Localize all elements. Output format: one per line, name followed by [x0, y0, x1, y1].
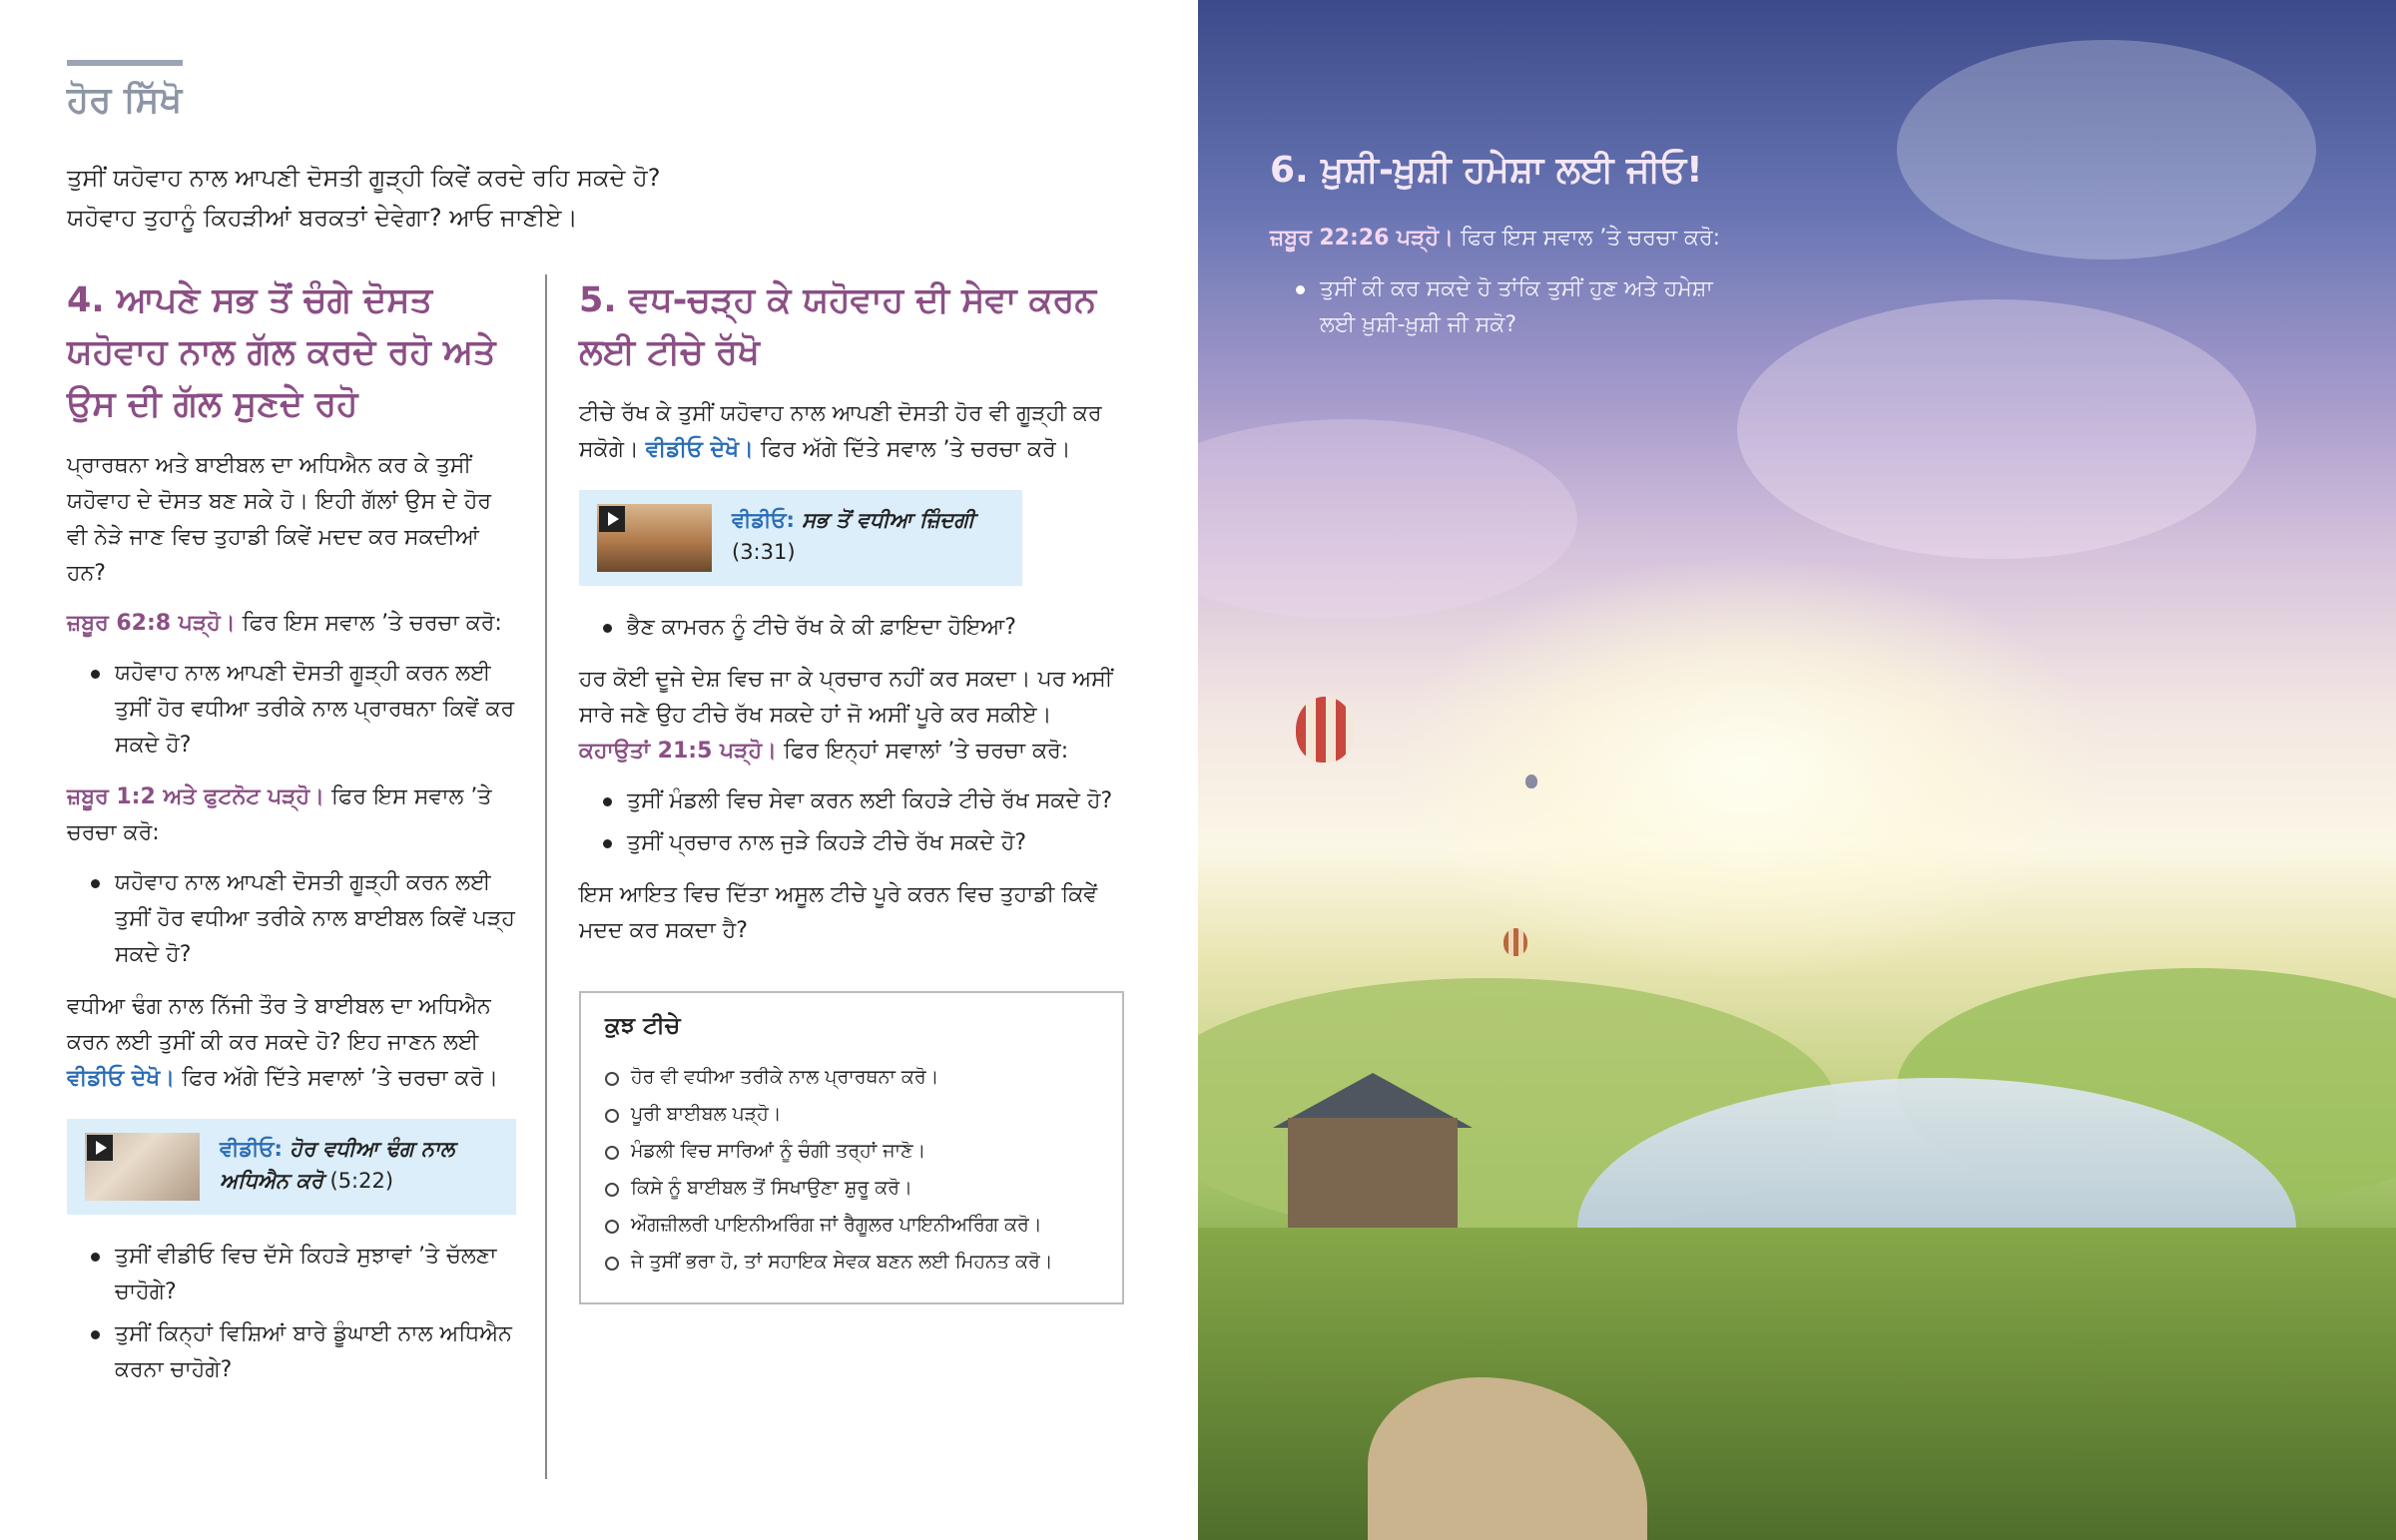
learn-more-heading: ਹੋਰ ਸਿੱਖੋ: [67, 80, 183, 121]
question-item: ਤੁਸੀਂ ਵੀਡੀਓ ਵਿਚ ਦੱਸੇ ਕਿਹੜੇ ਸੁਝਾਵਾਂ ’ਤੇ ਚੱਲਣਾ ਚਾਹੋਗੇ?: [91, 1239, 516, 1310]
section-5-questions-2: [603, 783, 1128, 861]
video-duration: (5:22): [322, 1169, 394, 1193]
video-duration: (3:31): [732, 540, 796, 564]
section-4-questions-1: [91, 656, 516, 764]
scripture-link-psalm-62-8[interactable]: ਜ਼ਬੂਰ 62:8 ਪੜ੍ਹੋ।: [67, 611, 236, 636]
section-5-title: 5. ਵਧ-ਚੜ੍ਹ ਕੇ ਯਹੋਵਾਹ ਦੀ ਸੇਵਾ ਕਰਨ ਲਈ ਟੀਚੇ ਰੱਖੋ: [579, 280, 1097, 372]
para-1-start: ਟੀਚੇ ਰੱਖ ਕੇ ਤੁਸੀਂ ਯਹੋਵਾਹ ਨਾਲ ਆਪਣੀ ਦੋਸਤੀ ਹੋਰ ਵੀ ਗੂੜ੍ਹੀ ਕਰ ਸਕੋਗੇ।: [579, 401, 1102, 462]
video-label[interactable]: ਵੀਡੀਓ:: [732, 508, 795, 532]
play-icon[interactable]: [599, 506, 625, 532]
section-5-para-1: [579, 396, 1128, 468]
read-1-instruction: ਫਿਰ ਇਸ ਸਵਾਲ ’ਤੇ ਚਰਚਾ ਕਰੋ:: [235, 611, 502, 636]
intro-text: [67, 158, 1065, 238]
hot-air-balloon: [1525, 774, 1537, 788]
goal-item: ਕਿਸੇ ਨੂੰ ਬਾਈਬਲ ਤੋਂ ਸਿਖਾਉਣਾ ਸ਼ੁਰੂ ਕਰੋ।: [605, 1170, 1098, 1207]
section-4-questions-3: [91, 1239, 516, 1388]
question-item: ਭੈਣ ਕਾਮਰਨ ਨੂੰ ਟੀਚੇ ਰੱਖ ਕੇ ਕੀ ਫ਼ਾਇਦਾ ਹੋਇਆ?: [603, 610, 1128, 646]
section-4-title: 4. ਆਪਣੇ ਸਭ ਤੋਂ ਚੰਗੇ ਦੋਸਤ ਯਹੋਵਾਹ ਨਾਲ ਗੱਲ ਕਰਦੇ ਰਹੋ ਅਤੇ ਉਸ ਦੀ ਗੱਲ ਸੁਣਦੇ ਰਹੋ: [67, 280, 496, 424]
goal-item: ਹੋਰ ਵੀ ਵਧੀਆ ਤਰੀਕੇ ਨਾਲ ਪ੍ਰਾਰਥਨਾ ਕਰੋ।: [605, 1059, 1098, 1096]
read-instruction: ਫਿਰ ਇਸ ਸਵਾਲ ’ਤੇ ਚਰਚਾ ਕਰੋ:: [1453, 226, 1721, 251]
scripture-link-proverbs-21-5[interactable]: ਕਹਾਉਤਾਂ 21:5 ਪੜ੍ਹੋ।: [579, 739, 777, 764]
video-thumbnail[interactable]: [85, 1133, 200, 1201]
read-2-instruction: ਫਿਰ ਇਸ ਸਵਾਲ ’ਤੇ ਚਰਚਾ ਕਰੋ:: [67, 784, 492, 845]
para-1-end: ਫਿਰ ਅੱਗੇ ਦਿੱਤੇ ਸਵਾਲ ’ਤੇ ਚਰਚਾ ਕਰੋ।: [753, 437, 1071, 462]
intro-line-1: ਤੁਸੀਂ ਯਹੋਵਾਹ ਨਾਲ ਆਪਣੀ ਦੋਸਤੀ ਗੂੜ੍ਹੀ ਕਿਵੇਂ ਕਰਦੇ ਰਹਿ ਸਕਦੇ ਹੋ?: [67, 164, 661, 192]
section-4-para-1: ਪ੍ਰਾਰਥਨਾ ਅਤੇ ਬਾਈਬਲ ਦਾ ਅਧਿਐਨ ਕਰ ਕੇ ਤੁਸੀਂ ਯਹੋਵਾਹ ਦੇ ਦੋਸਤ ਬਣ ਸਕੇ ਹੋ। ਇਹੀ ਗੱਲਾਂ ਉਸ ਦੇ ਹੋਰ ਵੀ ਨੇੜੇ ਜਾਣ ਵਿਚ ਤੁਹਾਡੀ ਕਿਵੇਂ ਮਦਦ ਕਰ ਸਕਦੀਆਂ ਹਨ?: [67, 453, 491, 586]
goals-list: [605, 1059, 1098, 1281]
question-item: ਤੁਸੀਂ ਮੰਡਲੀ ਵਿਚ ਸੇਵਾ ਕਰਨ ਲਈ ਕਿਹੜੇ ਟੀਚੇ ਰੱਖ ਸਕਦੇ ਹੋ?: [603, 783, 1128, 819]
intro-line-2: ਯਹੋਵਾਹ ਤੁਹਾਨੂੰ ਕਿਹੜੀਆਂ ਬਰਕਤਾਂ ਦੇਵੇਗਾ? ਆਓ ਜਾਣੀਏ।: [67, 204, 578, 232]
para-2-start: ਵਧੀਆ ਢੰਗ ਨਾਲ ਨਿੱਜੀ ਤੌਰ ਤੇ ਬਾਈਬਲ ਦਾ ਅਧਿਐਨ ਕਰਨ ਲਈ ਤੁਸੀਂ ਕੀ ਕਰ ਸਕਦੇ ਹੋ? ਇਹ ਜਾਣਨ ਲਈ: [67, 994, 491, 1055]
section-4: [67, 274, 516, 1404]
question-item: ਤੁਸੀਂ ਕਿਨ੍ਹਾਂ ਵਿਸ਼ਿਆਂ ਬਾਰੇ ਡੂੰਘਾਈ ਨਾਲ ਅਧਿਐਨ ਕਰਨਾ ਚਾਹੋਗੇ?: [91, 1316, 516, 1388]
question-item: ਯਹੋਵਾਹ ਨਾਲ ਆਪਣੀ ਦੋਸਤੀ ਗੂੜ੍ਹੀ ਕਰਨ ਲਈ ਤੁਸੀਂ ਹੋਰ ਵਧੀਆ ਤਰੀਕੇ ਨਾਲ ਬਾਈਬਲ ਕਿਵੇਂ ਪੜ੍ਹ ਸਕਦੇ ਹੋ?: [91, 865, 516, 973]
watch-video-link[interactable]: ਵੀਡੀਓ ਦੇਖੋ।: [645, 437, 754, 462]
section-6-read: [1270, 226, 1720, 251]
section-5-para-3: ਇਸ ਆਇਤ ਵਿਚ ਦਿੱਤਾ ਅਸੂਲ ਟੀਚੇ ਪੂਰੇ ਕਰਨ ਵਿਚ ਤੁਹਾਡੀ ਕਿਵੇਂ ਮਦਦ ਕਰ ਸਕਦਾ ਹੈ?: [579, 882, 1098, 943]
cloud: [1897, 40, 2316, 259]
question-item: ਤੁਸੀਂ ਪ੍ਰਚਾਰ ਨਾਲ ਜੁੜੇ ਕਿਹੜੇ ਟੀਚੇ ਰੱਖ ਸਕਦੇ ਹੋ?: [603, 825, 1128, 861]
goal-item: ਜੇ ਤੁਸੀਂ ਭਰਾ ਹੋ, ਤਾਂ ਸਹਾਇਕ ਸੇਵਕ ਬਣਨ ਲਈ ਮਿਹਨਤ ਕਰੋ।: [605, 1244, 1098, 1281]
video-title[interactable]: ਸਭ ਤੋਂ ਵਧੀਆ ਜ਼ਿੰਦਗੀ: [794, 508, 975, 532]
question-item: ਯਹੋਵਾਹ ਨਾਲ ਆਪਣੀ ਦੋਸਤੀ ਗੂੜ੍ਹੀ ਕਰਨ ਲਈ ਤੁਸੀਂ ਹੋਰ ਵਧੀਆ ਤਰੀਕੇ ਨਾਲ ਪ੍ਰਾਰਥਨਾ ਕਿਵੇਂ ਕਰ ਸਕਦੇ ਹੋ?: [91, 656, 516, 764]
video-caption: [732, 504, 974, 568]
sunlight-glow: [1398, 559, 2096, 978]
house: [1288, 1118, 1458, 1228]
section-6-title: 6. ਖ਼ੁਸ਼ੀ-ਖ਼ੁਸ਼ੀ ਹਮੇਸ਼ਾ ਲਈ ਜੀਓ!: [1270, 150, 1703, 191]
goal-item: ਪੂਰੀ ਬਾਈਬਲ ਪੜ੍ਹੋ।: [605, 1096, 1098, 1133]
watch-video-link[interactable]: ਵੀਡੀਓ ਦੇਖੋ।: [67, 1066, 176, 1091]
right-page-illustration: [1198, 0, 2396, 1540]
cloud: [1737, 299, 2256, 559]
scripture-link-psalm-22-26[interactable]: ਜ਼ਬੂਰ 22:26 ਪੜ੍ਹੋ।: [1270, 226, 1454, 251]
scripture-link-psalm-1-2[interactable]: ਜ਼ਬੂਰ 1:2 ਅਤੇ ਫੁਟਨੋਟ ਪੜ੍ਹੋ।: [67, 784, 324, 809]
goals-title: ਕੁਝ ਟੀਚੇ: [605, 1013, 681, 1039]
video-card-best-life[interactable]: [579, 490, 1022, 586]
hot-air-balloon: [1296, 697, 1354, 763]
para-2-end: ਫਿਰ ਅੱਗੇ ਦਿੱਤੇ ਸਵਾਲਾਂ ’ਤੇ ਚਰਚਾ ਕਰੋ।: [175, 1066, 499, 1091]
section-5-questions-1: [603, 610, 1128, 646]
section-4-questions-2: [91, 865, 516, 973]
video-caption: [220, 1133, 498, 1197]
header-rule: [67, 60, 183, 66]
section-5: [579, 274, 1128, 1304]
column-divider: [545, 274, 547, 1479]
section-4-read-1: [67, 606, 516, 642]
section-4-para-2: [67, 989, 516, 1097]
video-title[interactable]: ਹੋਰ ਵਧੀਆ ਢੰਗ ਨਾਲ ਅਧਿਐਨ ਕਰੋ: [220, 1137, 455, 1193]
read-instruction: ਫਿਰ ਇਨ੍ਹਾਂ ਸਵਾਲਾਂ ’ਤੇ ਚਰਚਾ ਕਰੋ:: [776, 739, 1069, 764]
video-label[interactable]: ਵੀਡੀਓ:: [220, 1137, 283, 1161]
goals-box: [579, 991, 1124, 1304]
section-4-read-2: [67, 779, 516, 851]
cloud: [1198, 419, 1577, 619]
play-icon[interactable]: [87, 1135, 113, 1161]
goal-item: ਔਗਜ਼ੀਲਰੀ ਪਾਇਨੀਅਰਿੰਗ ਜਾਂ ਰੈਗੂਲਰ ਪਾਇਨੀਅਰਿੰਗ ਕਰੋ।: [605, 1207, 1098, 1244]
goal-item: ਮੰਡਲੀ ਵਿਚ ਸਾਰਿਆਂ ਨੂੰ ਚੰਗੀ ਤਰ੍ਹਾਂ ਜਾਣੋ।: [605, 1133, 1098, 1170]
video-thumbnail[interactable]: [597, 504, 712, 572]
section-5-read: [579, 734, 1128, 770]
section-6-question: ਤੁਸੀਂ ਕੀ ਕਰ ਸਕਦੇ ਹੋ ਤਾਂਕਿ ਤੁਸੀਂ ਹੁਣ ਅਤੇ ਹਮੇਸ਼ਾ ਲਈ ਖ਼ੁਸ਼ੀ-ਖ਼ੁਸ਼ੀ ਜੀ ਸਕੋ?: [1296, 271, 1735, 343]
video-card-study[interactable]: [67, 1119, 516, 1215]
hot-air-balloon: [1503, 928, 1527, 956]
section-5-para-2: ਹਰ ਕੋਈ ਦੂਜੇ ਦੇਸ਼ ਵਿਚ ਜਾ ਕੇ ਪ੍ਰਚਾਰ ਨਹੀਂ ਕਰ ਸਕਦਾ। ਪਰ ਅਸੀਂ ਸਾਰੇ ਜਣੇ ਉਹ ਟੀਚੇ ਰੱਖ ਸਕਦੇ ਹਾਂ ਜੋ ਅਸੀਂ ਪੂਰੇ ਕਰ ਸਕੀਏ।: [579, 667, 1113, 728]
